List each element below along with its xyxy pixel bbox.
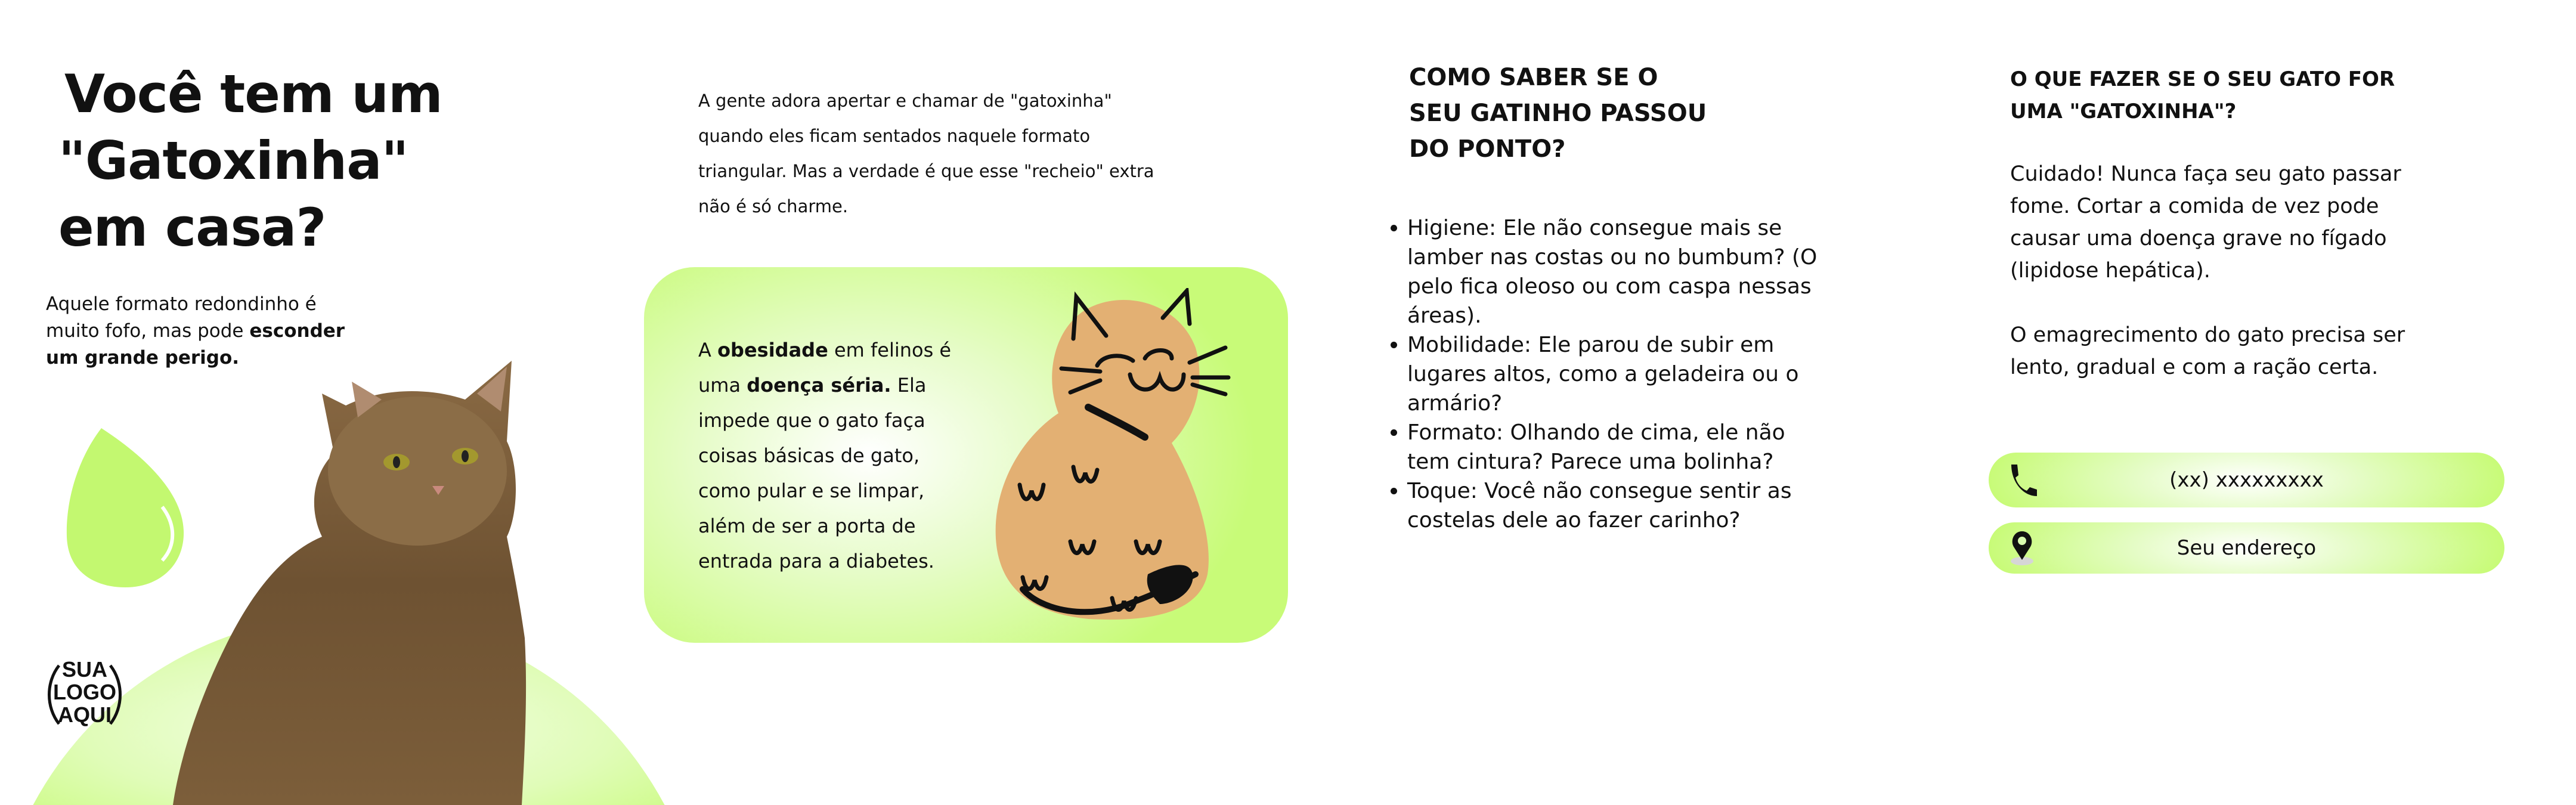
heading-line: DO PONTO? <box>1409 135 1566 163</box>
subtitle-line <box>46 345 345 371</box>
intro-line: não é só charme. <box>698 196 849 216</box>
subtitle-line <box>46 318 345 345</box>
logo-placeholder <box>46 658 123 731</box>
advice-text <box>2010 158 2405 383</box>
card-text-part: uma <box>698 374 747 397</box>
address-text: Seu endereço <box>2176 536 2317 560</box>
card-text-part: Ela <box>891 374 927 397</box>
advice-line: Cuidado! Nunca faça seu gato passar <box>2010 162 2401 186</box>
title-line: Você tem um <box>64 63 442 125</box>
paragraph-spacer <box>2010 287 2405 319</box>
subtitle-text: muito fofo, mas pode <box>46 320 250 342</box>
phone-contact[interactable] <box>1989 453 2504 507</box>
intro-line: A gente adora apertar e chamar de "gatoxinha" <box>698 91 1112 111</box>
card-text-part: em felinos é <box>828 339 952 361</box>
what-to-do-heading <box>2010 63 2395 128</box>
card-line: coisas básicas de gato, <box>698 444 920 467</box>
card-text <box>698 333 951 579</box>
phone-number: (xx) xxxxxxxxx <box>2169 468 2324 492</box>
drop-shape <box>67 428 184 587</box>
heading-line: COMO SABER SE O <box>1409 64 1658 91</box>
list-item: Mobilidade: Ele parou de subir em lugares altos, como a geladeira ou o armário? <box>1391 330 1832 418</box>
logo-text: AQUI <box>58 702 112 727</box>
list-item: Toque: Você não consegue sentir as costelas dele ao fazer carinho? <box>1391 476 1832 535</box>
logo-text: SUA <box>61 657 107 682</box>
list-item: Formato: Olhando de cima, ele não tem cintura? Parece uma bolinha? <box>1391 418 1832 476</box>
card-text-bold: obesidade <box>717 339 828 361</box>
card-line <box>698 368 951 403</box>
list-item: Higiene: Ele não consegue mais se lamber nas costas ou no bumbum? (O pelo fica oleoso ou com caspa nessas áreas). <box>1391 213 1832 330</box>
cartoon-cat-illustration <box>993 288 1255 622</box>
card-line: além de ser a porta de <box>698 515 916 537</box>
map-pin-icon <box>2010 530 2034 566</box>
advice-line: lento, gradual e com a ração certa. <box>2010 355 2379 379</box>
checklist-heading <box>1409 60 1707 167</box>
heading-line: SEU GATINHO PASSOU <box>1409 100 1707 127</box>
advice-line: (lipidose hepática). <box>2010 259 2210 283</box>
card-line <box>698 333 951 368</box>
subtitle-bold: esconder <box>249 320 345 342</box>
subtitle <box>46 291 345 371</box>
subtitle-line: Aquele formato redondinho é <box>46 293 317 315</box>
heading-line: UMA "GATOXINHA"? <box>2010 100 2237 123</box>
card-text-bold: doença séria. <box>747 374 891 397</box>
title-line: em casa? <box>58 197 326 258</box>
address-contact[interactable] <box>1989 522 2504 574</box>
signs-list <box>1391 213 1832 535</box>
advice-line: fome. Cortar a comida de vez pode <box>2010 194 2379 218</box>
card-line: impede que o gato faça <box>698 409 925 432</box>
main-title <box>58 61 442 261</box>
heading-line: O QUE FAZER SE O SEU GATO FOR <box>2010 67 2395 91</box>
card-line: entrada para a diabetes. <box>698 550 934 572</box>
phone-icon <box>2010 463 2038 497</box>
intro-line: quando eles ficam sentados naquele formato <box>698 126 1091 146</box>
subtitle-bold: um grande perigo. <box>46 347 240 369</box>
intro-paragraph <box>698 83 1154 224</box>
cat-photo <box>173 361 526 805</box>
logo-text: LOGO <box>53 680 116 704</box>
advice-line: O emagrecimento do gato precisa ser <box>2010 323 2405 347</box>
title-line: "Gatoxinha" <box>58 130 408 191</box>
advice-line: causar uma doença grave no fígado <box>2010 227 2387 250</box>
obesity-info-card <box>644 267 1288 643</box>
card-text-part: A <box>698 339 718 361</box>
intro-line: triangular. Mas a verdade é que esse "recheio" extra <box>698 161 1154 181</box>
card-line: como pular e se limpar, <box>698 479 925 502</box>
